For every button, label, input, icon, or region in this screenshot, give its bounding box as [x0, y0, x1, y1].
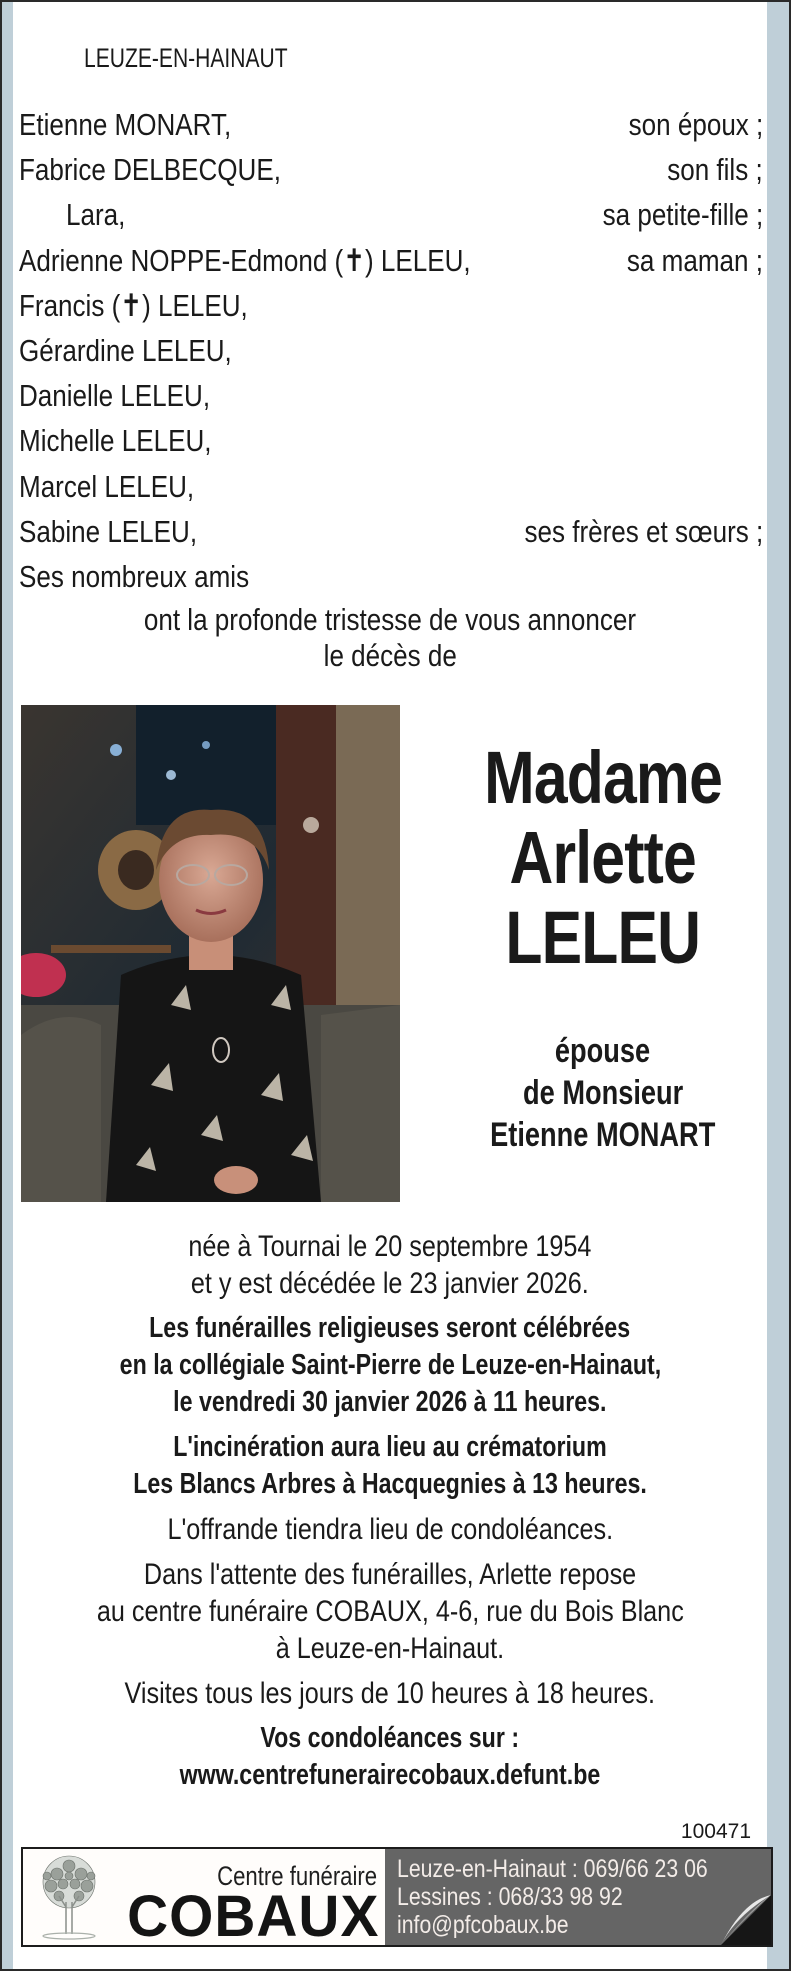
birth-line: née à Tournai le 20 septembre 1954 [188, 1230, 592, 1263]
rest-line: Dans l'attente des funérailles, Arlette repose [143, 1558, 637, 1591]
family-list [19, 102, 763, 599]
deceased-portrait [21, 705, 400, 1202]
spouse-line: Etienne MONART [490, 1116, 716, 1154]
town-heading [84, 42, 345, 74]
contact-lessines-phone[interactable]: Lessines : 068/33 98 92 [397, 1883, 623, 1911]
family-row [19, 283, 763, 328]
condolences-label: Vos condoléances sur : [260, 1722, 520, 1754]
reference-number: 100471 [680, 1820, 751, 1843]
offering-line: L'offrande tiendra lieu de condoléances. [167, 1513, 613, 1546]
family-row [19, 147, 763, 192]
family-relation: son époux ; [628, 107, 763, 142]
visits-line: Visites tous les jours de 10 heures à 18 heures. [124, 1677, 656, 1710]
funeral-line: le vendredi 30 janvier 2026 à 11 heures. [173, 1386, 607, 1418]
cremation-line: L'incinération aura lieu au crématorium [173, 1431, 607, 1463]
condolences-info [13, 1720, 767, 1794]
tree-icon [29, 1852, 109, 1942]
family-name: Michelle LELEU, [19, 423, 212, 459]
rest-info [13, 1556, 767, 1667]
spouse-line: épouse [555, 1032, 651, 1070]
family-relation: sa petite-fille ; [602, 197, 763, 233]
deceased-last-name: LELEU [505, 896, 701, 979]
family-row [19, 238, 763, 283]
family-row [19, 192, 763, 237]
birth-death-info [13, 1228, 767, 1302]
family-name: Ses nombreux amis [19, 558, 250, 594]
family-row [19, 418, 763, 463]
family-name: Adrienne NOPPE-Edmond (✝) LELEU, [19, 242, 471, 278]
rest-line: au centre funéraire COBAUX, 4-6, rue du Bois Blanc [96, 1595, 684, 1628]
family-relation: sa maman ; [626, 242, 763, 278]
condolences-link[interactable]: www.centrefunerairecobaux.defunt.be [179, 1759, 601, 1791]
visits-info [13, 1675, 767, 1712]
family-row [19, 509, 763, 554]
deceased-first-name: Arlette [509, 816, 697, 899]
announcement-line: le décès de [323, 638, 457, 673]
family-row [19, 554, 763, 599]
funeral-line: Les funérailles religieuses seront célébrées [149, 1312, 631, 1344]
family-name: Fabrice DELBECQUE, [19, 152, 281, 188]
cremation-line: Les Blancs Arbres à Hacquegnies à 13 heures. [133, 1468, 647, 1500]
family-name: Etienne MONART, [19, 107, 232, 142]
cremation-info [13, 1429, 767, 1503]
family-row [19, 328, 763, 373]
obituary-details [13, 1228, 767, 1802]
funeral-home-contact [385, 1849, 771, 1945]
deceased-title: Madame [484, 736, 722, 819]
family-name: Lara, [66, 197, 126, 233]
family-name: Marcel LELEU, [19, 468, 195, 504]
town-label: LEUZE-EN-HAINAUT [84, 43, 288, 73]
family-relation: son fils ; [667, 152, 763, 188]
funeral-home-banner [21, 1847, 773, 1947]
deceased-name-block [433, 738, 773, 1156]
family-name: Danielle LELEU, [19, 378, 211, 414]
funeral-info [13, 1310, 767, 1421]
spouse-line: de Monsieur [522, 1074, 684, 1112]
funeral-home-logo [23, 1849, 385, 1949]
announcement-line: ont la profonde tristesse de vous annoncer [143, 602, 637, 637]
family-row [19, 373, 763, 418]
funeral-line: en la collégiale Saint-Pierre de Leuze-en-Hainaut, [119, 1349, 661, 1381]
contact-leuze-phone[interactable]: Leuze-en-Hainaut : 069/66 23 06 [397, 1855, 708, 1883]
family-name: Gérardine LELEU, [19, 332, 232, 368]
contact-email[interactable]: info@pfcobaux.be [397, 1911, 569, 1939]
death-line: et y est décédée le 23 janvier 2026. [191, 1267, 589, 1300]
family-name: Sabine LELEU, [19, 513, 198, 549]
banner-subtitle: Centre funéraire [217, 1861, 377, 1891]
banner-brand: COBAUX [126, 1884, 379, 1949]
spouse-info [433, 1030, 773, 1156]
offering-info [13, 1511, 767, 1548]
announcement [13, 602, 767, 674]
family-row [19, 102, 763, 147]
page-curl-icon [713, 1887, 771, 1945]
page-frame [2, 2, 789, 1969]
family-relation: ses frères et sœurs ; [524, 513, 763, 549]
family-name: Francis (✝) LELEU, [19, 287, 248, 323]
rest-line: à Leuze-en-Hainaut. [275, 1632, 505, 1665]
family-row [19, 464, 763, 509]
obituary-notice [13, 2, 767, 1969]
